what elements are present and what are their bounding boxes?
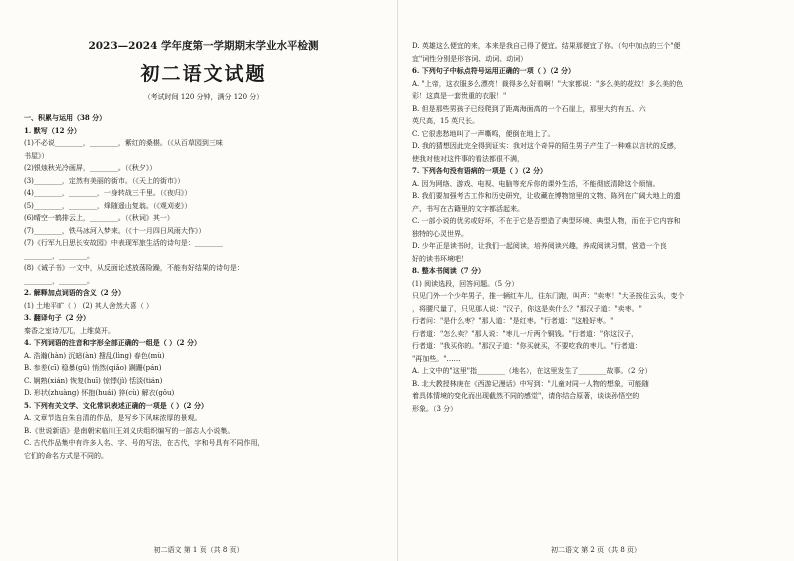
left-text-line: ________，________。	[24, 251, 94, 260]
exam-header: 2023—2024 学年度第一学期期末学业水平检测	[88, 40, 319, 52]
left-text-line: (2)银烛秋光冷画屏，________。（《秋夕》）	[24, 164, 157, 172]
right-text-line: 英尺高，15 英尺长。	[412, 117, 480, 125]
left-text-line: 1. 默写（12 分）	[24, 125, 81, 135]
left-text-line: 4. 下列词语的注音和字形全部正确的一组是（ ）（2 分）	[24, 338, 201, 347]
left-text-line: 3. 翻译句子（2 分）	[24, 313, 91, 322]
left-text-line: 一、积累与运用（38 分）	[24, 113, 107, 122]
right-text-line: 6. 下列句子中标点符号运用正确的一项（ ）（2 分）	[412, 66, 575, 75]
right-text-line: A. 因为网络、游戏、电视、电脑等充斥你的课外生活，不能彻底清除这个烦恼。	[412, 179, 660, 188]
page-right	[397, 0, 794, 561]
left-text-line: A. 浩瀚(hàn) 沉暗(àn) 搜乱(lìng) 春色(mù)	[24, 351, 165, 360]
right-text-line: C. 它很悲愁地叫了一声嘶鸣，便倒在地上了。	[412, 129, 555, 138]
left-text-line: B.《世说新语》是南朝宋临川王刘义庆组织编写的一部志人小说集。	[24, 426, 235, 435]
left-text-line: (4)________，________，一身转战三千里。（《夜归》）	[24, 189, 192, 197]
left-text-line: (5)________，________，烽随遥山复翁。（《观刈麦》）	[24, 201, 192, 210]
right-text-line: B. 但是那些男孩子已经爬到了距离海面高的一个石崖上，那里大约有五、六	[412, 104, 646, 113]
left-text-line: (7)________，铁马冰河入梦来。（《十一月四日风雨大作》）	[24, 226, 206, 235]
left-page-body	[24, 112, 383, 462]
left-text-line: (3)________，定然有美丽的街市。（《天上的街市》）	[24, 176, 185, 185]
right-text-line: D. 少年正是读书时，让我们一起阅读，培养阅读兴趣，养成阅读习惯，营造一个良	[412, 242, 667, 250]
right-text-line: D. 英雄这么便宜的来，本来是我自己得了便宜。结果那便宜了你。（句中加点的三个"便	[412, 42, 681, 50]
right-text-line: 行者道："怎么卖？"那人说："枣儿一斤两个铜钱。"行者道："你这汉子，	[412, 329, 639, 338]
left-text-line: 它们的命名方式是不同的。	[24, 451, 108, 460]
right-text-line: 着具体情境的变化而出现截然不同的感觉"，请你结合原著，谈谈孙悟空的	[412, 392, 640, 400]
right-text-line: (1) 阅读选段，回答问题。（5 分）	[412, 279, 519, 288]
right-text-line: B. 北大教授林庚在《西游记漫话》中写到："儿童对同一人物的想象，可能随	[412, 379, 649, 388]
left-text-line: (8)《诫子书》一文中，从反面论述放荡险躁，不能有好结果的诗句是：	[24, 264, 244, 272]
left-text-line: (7)《行军九日思长安故园》中表现军旅生活的诗句是：________	[24, 239, 223, 247]
right-text-line: B. 我们要加强考古工作和历史研究，让收藏在博物馆里的文物、陈列在广阔大地上的遗	[412, 192, 681, 200]
right-text-line: 产、书写在古籍里的文字都活起来。	[412, 204, 524, 213]
left-text-line: C. 古代作品集中有许多人名、字、号的写法，在古代，字和号具有不同作用，	[24, 439, 265, 447]
right-text-line: 只见门外一个少年男子，推一辆红车儿，往东门跑，叫声："卖枣！"大圣按住云头，变个	[412, 292, 685, 300]
left-text-line: 5. 下列有关文学、文化常识表述正确的一项是（ ）（2 分）	[24, 400, 208, 410]
left-text-line: (6)晴空一鹤排云上，________。（《秋词》其一）	[24, 214, 174, 222]
right-text-line: A. 上文中的"这里"指________（地名），在这里发生了________故事。（2 分）	[412, 367, 652, 375]
left-text-line: ________，________。	[24, 276, 94, 285]
left-text-line: 2. 解释加点词语的含义（2 分）	[24, 288, 126, 297]
exam-title: 初二语文试题	[140, 63, 267, 85]
right-text-line: 行者道："我买你的。"那汉子道："你买就买，不要吃我的枣儿。"行者道：	[412, 342, 642, 350]
right-text-line: C. 一部小说的优劣或好坏，不在于它是否塑造了典型环境、典型人物，而在于它内容和	[412, 217, 681, 225]
right-text-line: A. "上帝，这衣服多么漂亮！裁得多么好看啊！"大家都说："多么美的花纹！多么美的色	[412, 79, 684, 88]
right-text-line: D. 我的猜想因此完全得到证实：我对这个奇异的陌生男子产生了一种难以言状的反感，	[412, 142, 681, 150]
exam-meta: （考试时间 120 分钟，满分 120 分）	[143, 93, 264, 101]
page-footer-right: 初二语文 第 2 页（共 8 页）	[550, 546, 642, 554]
left-text-line: D. 形状(zhuàng) 怀抱(huái) 猝(cù) 解衣(gǒu)	[24, 389, 175, 397]
right-text-line: "再加些。"……	[412, 354, 461, 363]
page-footer-left: 初二语文 第 1 页（共 8 页）	[153, 546, 244, 554]
left-text-line: 书屋》）	[24, 151, 49, 160]
right-text-line: 7. 下列各句没有语病的一项是（ ）（2 分）	[412, 166, 547, 175]
left-text-line: 秦香之室诗兀兀，上维莫开。	[24, 326, 115, 335]
left-text-line: (1) 土地平旷（ ） (2) 其人舍然大喜（ ）	[24, 301, 153, 310]
right-text-line: 彩！这真是一套贵重的衣服！"	[412, 92, 507, 100]
right-text-line: 行者问："是什么枣？"那人道："是红枣。"行者道："这般好枣。"	[412, 317, 614, 325]
right-text-line: 8. 整本书阅读（7 分）	[412, 266, 486, 275]
right-page-body	[412, 40, 778, 415]
right-text-line: 好的读书环境吧！	[412, 254, 468, 263]
right-text-line: 使我对他对这件事的看法都很不满，	[412, 154, 524, 163]
left-text-line: A. 文章节选自朱自清的作品，是写乡下风味浓厚的景观。	[24, 414, 202, 422]
right-text-line: ，将腰尺量了，只见那人说："汉子，你这是卖什么？"那汉子道："卖枣。"	[412, 304, 642, 313]
right-text-line: 形象。（3 分）	[412, 404, 458, 413]
left-text-line: C. 娴熟(xián) 恢复(huī) 惊悸(jì) 恬淡(tián)	[24, 376, 163, 385]
left-text-line: B. 参差(cī) 稳暴(gǔ) 悄然(qiǎo) 蹒跚(pán)	[24, 364, 162, 372]
left-text-line: (1)不必说________，________，紫红的桑椹。（《从百草园到三味	[24, 139, 223, 147]
right-text-line: 宜"词性分别是形容词、动词、动词）	[412, 54, 528, 63]
right-text-line: 独特的心灵世界。	[412, 229, 468, 238]
